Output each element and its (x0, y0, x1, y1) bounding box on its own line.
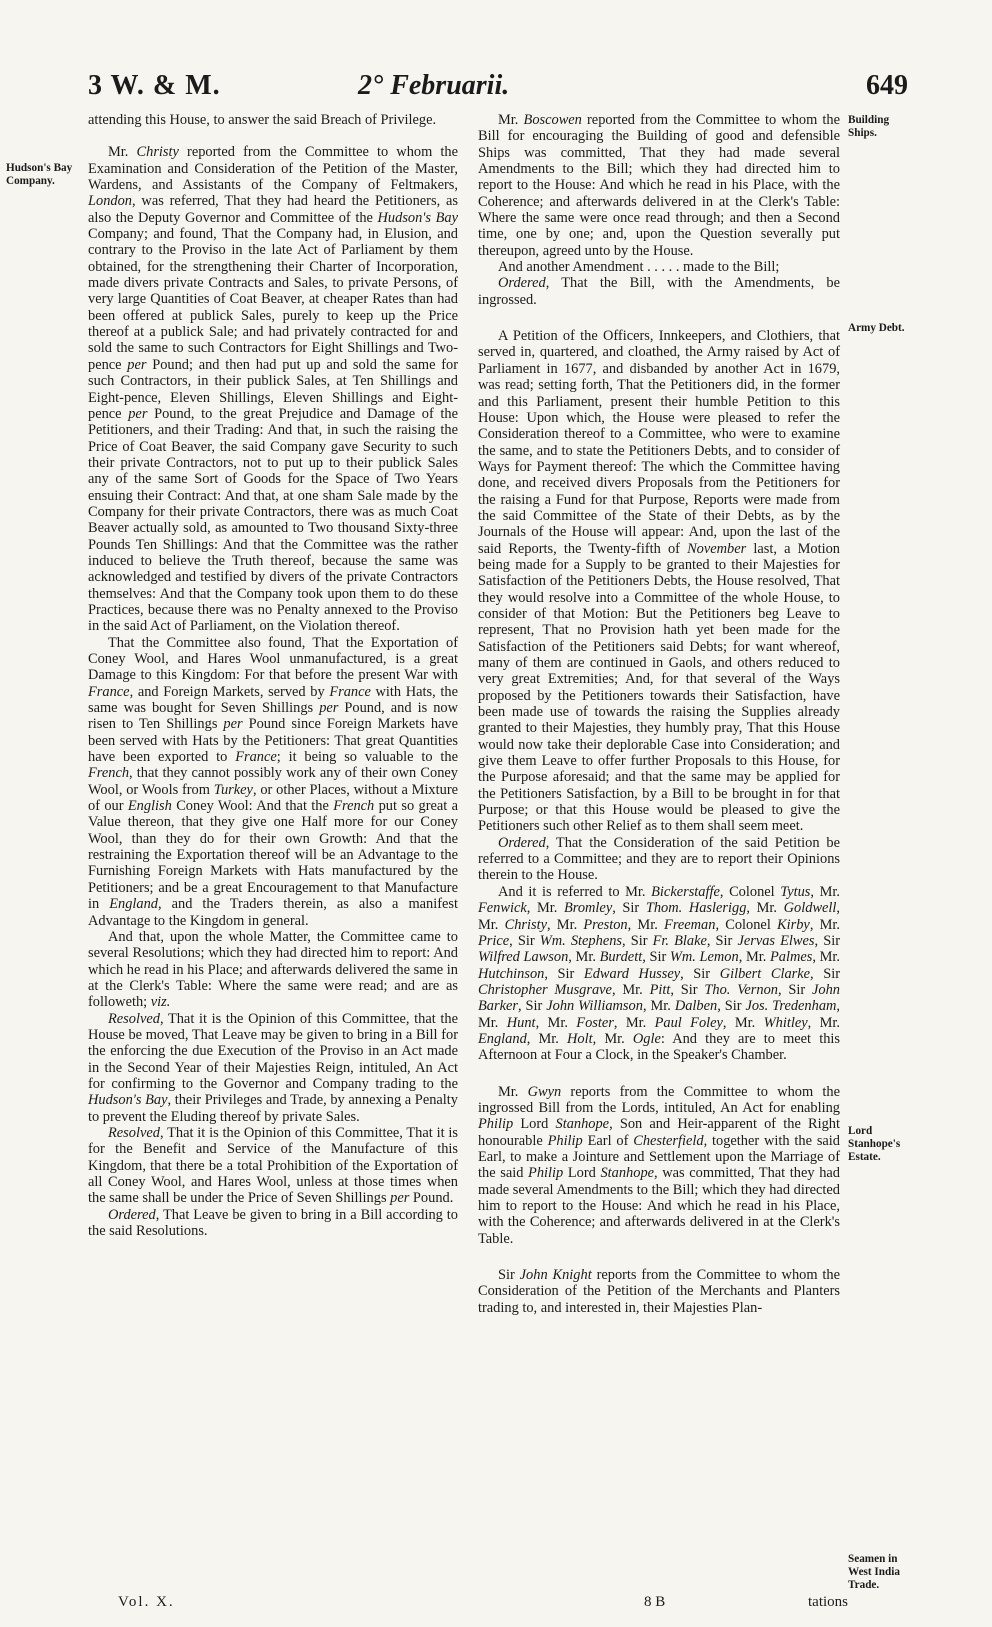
text-run: , Mr. (746, 900, 784, 917)
text-run: , their Privileges and Trade, by annexing a Penalty to prevent the Eluding thereof by private Sales. (88, 1092, 458, 1125)
text-run: Mr. (108, 144, 137, 161)
italic-run: Hutchinson (478, 965, 545, 982)
italic-run: France (235, 749, 277, 766)
text-run: , was committed, That they had made several Amendments to the Bill; which they had directed him to report to the House: And which he read in his Place, with the Coherence; and afterwards delivered in at the Clerk's Table. (478, 1165, 840, 1247)
italic-run: Gilbert Clarke (719, 965, 811, 982)
paragraph (478, 1084, 840, 1247)
italic-run: Hunt (506, 1014, 536, 1031)
text-run: Lord (513, 1116, 556, 1133)
text-run: , and the Traders therein, as also a manifest Advantage to the Kingdom in general. (88, 896, 459, 929)
italic-run: Stanhope (555, 1116, 610, 1133)
text-run: , Sir (680, 965, 720, 982)
margin-note-lord-stanhope (848, 1125, 934, 1164)
text-run: Sir (498, 1267, 520, 1284)
text-run: , Mr. (807, 1014, 840, 1031)
paragraph (478, 1267, 840, 1316)
text-run: Pound since Foreign Markets have been served with Hats by the Petitioners: That great Quantities have been exported to (88, 716, 458, 766)
italic-run: Resolved (108, 1124, 160, 1141)
italic-run: Hudson's Bay (88, 1092, 168, 1109)
text-run: ; it being so valuable to the (276, 749, 458, 766)
italic-run: Goldwell (783, 900, 837, 917)
italic-run: November (687, 540, 747, 557)
italic-run: France (88, 683, 130, 700)
text-run: , Sir (810, 965, 840, 982)
text-run: , Sir (544, 965, 584, 982)
italic-run: Tho. Vernon (704, 981, 778, 998)
text-run: , Sir (622, 932, 653, 949)
margin-note-line: Trade. (848, 1579, 880, 1591)
italic-run: Tytus (780, 883, 811, 900)
italic-run: French (333, 798, 375, 815)
margin-note-line: Stanhope's (848, 1138, 901, 1150)
italic-run: England (478, 1030, 527, 1047)
text-run: , Mr. (478, 998, 841, 1031)
italic-run: Edward Hussey (583, 965, 681, 982)
margin-note-line: Building (848, 114, 890, 126)
page-date: 2° Februarii. (358, 70, 510, 101)
text-run: Coney Wool: And that the (171, 798, 334, 815)
paragraph (88, 1207, 458, 1240)
paragraph (88, 144, 458, 634)
paragraph (88, 929, 458, 1011)
italic-run: Ogle (632, 1030, 661, 1047)
signature-mark: 8 B (644, 1594, 666, 1610)
text-run: , Sir (517, 998, 547, 1015)
italic-run: Christopher Musgrave (478, 981, 612, 998)
italic-run: Resolved (108, 1010, 160, 1027)
italic-run: Hudson's Bay (377, 209, 458, 226)
italic-run: Price (478, 932, 510, 949)
italic-run: Ordered (108, 1206, 156, 1223)
italic-run: Bickerstaffe (651, 883, 720, 900)
text-run: reports from the Committee to whom the ingrossed Bill from the Lords, intituled, An Act for enabling (478, 1083, 840, 1116)
text-run: , Sir (612, 900, 646, 917)
italic-run: English (127, 798, 172, 815)
italic-run: Ordered (498, 834, 546, 851)
text-run: , That the Bill, with the Amendments, be ingrossed. (478, 275, 840, 308)
text-run: , That it is the Opinion of this Committee, That it is for the Benefit and Service of the Manufacture of this Kingdom, that there be a total Prohibition of the Exportation of all Coney Wool, and Hares Wool, unless at those times when the same shall be under the Price of Seven Shillings (88, 1124, 458, 1207)
italic-run: Pitt (649, 981, 671, 998)
text-run: , That it is the Opinion of this Committee, that the House be moved, That Leave may be given to bring in a Bill for the enforcing the due Execution of the Proviso in an Act made in the Second Year of their Majesties Reign, intituled, An Act for confirming to the Governor and Company trading to the (88, 1010, 458, 1092)
italic-run: Christy (504, 916, 547, 933)
italic-run: John Knight (519, 1267, 592, 1284)
text-run: , Mr. (809, 916, 841, 933)
text-run: , Mr. (568, 949, 600, 966)
italic-run: Wilfred Lawson (478, 949, 569, 966)
text-run: , Mr. (592, 1030, 633, 1047)
paragraph (88, 1011, 458, 1125)
text-run: , Mr. (535, 1014, 577, 1031)
italic-run: Jos. Tredenham (745, 998, 837, 1015)
text-run: , Sir (814, 932, 840, 949)
paragraph (88, 112, 458, 128)
italic-run: Ordered (498, 275, 546, 292)
text-run: Lord (563, 1165, 601, 1182)
italic-run: Wm. Lemon (669, 949, 739, 966)
margin-note-building-ships (848, 114, 934, 140)
margin-note-army-debt (848, 322, 934, 335)
italic-run: Burdett (599, 949, 643, 966)
italic-run: Kirby (777, 916, 810, 933)
paragraph (478, 259, 840, 275)
paragraph (478, 275, 840, 308)
text-run: , That Leave be given to bring in a Bill according to the said Resolutions. (88, 1206, 458, 1240)
text-run: , Colonel (715, 916, 778, 933)
italic-run: John Williamson (546, 998, 643, 1015)
right-column (478, 112, 840, 1316)
italic-run: Wm. Stephens (539, 932, 622, 949)
paragraph (478, 835, 840, 884)
italic-run: Boscowen (523, 112, 582, 128)
italic-run: England (109, 896, 158, 913)
margin-note-line: Hudson's Bay (6, 162, 73, 174)
text-run: , Mr. (810, 883, 840, 900)
margin-note-hudsons-bay (6, 162, 92, 188)
text-run: : And they are to meet this Afternoon at Four a Clock, in the Speaker's Chamber. (478, 1030, 840, 1064)
italic-run: John Barker (478, 981, 840, 1015)
text-run: Mr. (498, 1083, 528, 1100)
text-run: , Mr. (478, 900, 841, 933)
text-run: , together with the said Earl, to make a Jointure and Settlement upon the Marriage of the said (478, 1132, 840, 1182)
running-head (88, 70, 908, 110)
text-run: A Petition of the Officers, Innkeepers, and Clothiers, that served in, quartered, and cloathed, the Army raised by Act of Parliament in 1677, and disbanded by another Act in 1679, was read; setting forth, That the Petitioners did, in the former and this Parliament, present their humble Petition to this House: Upon which, the House were pleased to refer the Consideration thereof to a Committee, who were to examine the same, and to state the Petitioners Debts, and to consider of Ways for Payment thereof: The which the Committee having done, and received divers Proposals from the Petitioners for the raising a Fund for that Purpose, Reports were made from the said Committee of the State of their Debts, as by the Journals of the House will appear: And, upon the last of the said Reports, the Twenty-fifth of (478, 328, 840, 557)
italic-run: Palmes (769, 949, 813, 966)
text-run: reported from the Committee to whom the Examination and Consideration of the Petition of the Master, Wardens, and Assistants of the Company of Feltmakers, (88, 144, 458, 194)
text-run: Mr. (498, 112, 524, 128)
text-run: That the Committee also found, That the Exportation of Coney Wool, and Hares Wool unmanufactured, is a great Damage to this Kingdom: For that before the present War with (88, 634, 458, 684)
text-run: , Mr. (642, 998, 675, 1015)
margin-note-line: Lord (848, 1125, 873, 1137)
italic-run: Holt (567, 1030, 593, 1047)
italic-run: Dalben (674, 998, 718, 1015)
text-run: attending this House, to answer the said Breach of Privilege. (88, 112, 437, 128)
text-run: And another Amendment . . . . . made to the Bill; (498, 259, 780, 276)
text-run: , Mr. (738, 949, 770, 966)
text-run: , that they cannot possibly work any of their own Coney Wool, or Wools from (88, 765, 458, 798)
left-column (88, 112, 458, 1239)
text-run: , Colonel (719, 883, 781, 900)
italic-run: per (390, 1190, 410, 1207)
text-run: Pound. (409, 1190, 454, 1207)
volume-label: Vol. X. (118, 1594, 175, 1610)
text-run: Pound, to the great Prejudice and Damage of the Petitioners, and their Trading: And that, in such the raising the Price of Coat Beaver, the said Company gave Security to such their private Contractors, not to put up to their publick Sales any of the same Sort of Goods for the Space of Two Years ensuing their Contract: And that, at one sham Sale made by the Company for their private Contractors, there was as much Coat Beaver actually sold, as amounted to Two thousand Sixty-three Pounds Ten Shillings: And that the Committee was the rather induced to believe the Truth thereof, because the same was acknowledged and testified by divers of the private Contractors themselves: And that the Company took upon them to do these Practices, because there was no Penalty annexed to the Proviso in the said Act of Parliament, on the Violation thereof. (88, 405, 458, 635)
text-run: last, a Motion being made for a Supply to be granted to their Majesties for Satisfaction of the Petitioners Debts, the House resolved, That they would resolve into a Committee of the whole House, to consider of that Motion: But the Petitioners beg Leave to represent, That no Provision hath yet been made for the Satisfaction of the Petitioners said Debts; for want whereof, many of them are continued in Gaols, and others reduced to very great Extremities; And, for that several of the Ways proposed by the Petitioners towards their Satisfaction, have been made use of towards the raising the Supplies already granted to their Majesties, they humbly pray, That this House would now take their deplorable Case into Consideration; and give them Leave to offer further Proposals to this House, for the Purpose aforesaid; and that the same may be applied for the Petitioners Satisfaction, by a Bill to be brought in for that Purpose; or that this House would be pleased to give the Petitioners such other Relief as to them shall seem meet. (478, 540, 840, 835)
text-run: , Mr. (627, 916, 665, 933)
margin-note-line: Army Debt. (848, 322, 905, 334)
text-run: , Sir (777, 981, 813, 998)
italic-run: Philip (547, 1132, 583, 1149)
margin-note-line: Estate. (848, 1151, 881, 1163)
italic-run: Philip (528, 1165, 564, 1182)
text-run: , Mr. (812, 949, 840, 966)
italic-run: per (127, 356, 147, 373)
italic-run: Chesterfield (633, 1132, 704, 1149)
italic-run: Stanhope (600, 1165, 655, 1182)
text-run: , Mr. (722, 1014, 764, 1031)
margin-note-line: Seamen in (848, 1553, 898, 1565)
regnal-year: 3 W. & M. (88, 70, 221, 101)
text-run: , Mr. (526, 900, 564, 917)
page-number: 649 (866, 70, 908, 101)
italic-run: Paul Foley (654, 1014, 723, 1031)
text-run: Company; and found, That the Company had, in Elusion, and contrary to the Proviso in the late Act of Parliament by them obtained, for the strengthening their Charter of Incorporation, made divers private Contracts and Sales, to private Persons, of very large Quantities of Coat Beaver, at cheaper Rates than had been offered at publick Sales, purely to keep up the Price thereof at a publick Sale; and had privately contracted for and sold the same to such Contractors for Eight Shillings and Two-pence (88, 226, 458, 373)
paragraph (478, 328, 840, 835)
catchword: tations (808, 1594, 848, 1610)
text-run: with Hats, the same was bought for Seven Shillings (88, 683, 458, 717)
italic-run: France (329, 683, 371, 700)
text-run: , Mr. (546, 916, 584, 933)
italic-run: per (223, 716, 243, 733)
text-run: , Sir (706, 932, 738, 949)
text-run: Earl of (582, 1132, 634, 1149)
italic-run: Gwyn (527, 1083, 562, 1100)
margin-note-seamen (848, 1553, 934, 1592)
paragraph (478, 112, 840, 259)
italic-run: viz. (150, 994, 171, 1011)
text-run: , That the Consideration of the said Petition be referred to a Committee; and they are to report their Opinions therein to the House. (478, 834, 840, 884)
text-run: And that, upon the whole Matter, the Committee came to several Resolutions; which they had directed him to report: And which he read in his Place; and afterwards delivered the same in at the Clerk's Table: Where the same were read; and are as followeth; (88, 928, 458, 1011)
italic-run: per (319, 700, 339, 717)
text-run: , Mr. (611, 981, 650, 998)
text-run: , Son and Heir-apparent of the Right honourable (478, 1116, 840, 1149)
italic-run: Foster (576, 1014, 614, 1031)
italic-run: per (128, 405, 148, 422)
italic-run: Whitley (763, 1014, 808, 1031)
margin-note-line: Company. (6, 175, 55, 187)
italic-run: Philip (478, 1116, 514, 1133)
italic-run: Jervas Elwes (737, 932, 815, 949)
text-run: Pound; and then had put up and sold the same for such Contractors, in their publick Sales, at Ten Shillings and Eight-pence, Eleven Shillings, Eleven Shillings and Eight-pence (88, 356, 458, 422)
text-run: , was referred, That they had heard the Petitioners, as also the Deputy Governor and Committee of the (88, 193, 458, 226)
italic-run: Preston (583, 916, 628, 933)
italic-run: London (88, 193, 132, 210)
italic-run: Christy (136, 144, 179, 161)
text-run: put so great a Value thereon, that they give one Half more for our Coney Wool, than they do for their own Growth: And that the restraining the Exportation thereof will be an Advantage to the Furnishing Foreign Markets with Hats manufactured by the Petitioners; and be a great Encouragement to that Manufacture in (88, 798, 458, 913)
text-run: reported from the Committee to whom the Bill for encouraging the Building of good and defensible Ships was committed, That they had made several Amendments to the Bill; which they had directed him to report to the House: And which he read in his Place, with the Coherence; and afterwards delivered in at the Clerk's Table: Where the same were once read through; and then a Second time, one by one; and, upon the Question severally put thereupon, agreed unto by the House. (478, 112, 840, 259)
italic-run: Thom. Haslerigg (645, 900, 747, 917)
italic-run: French (88, 765, 130, 782)
margin-note-line: Ships. (848, 127, 877, 139)
text-run: reports from the Committee to whom the Consideration of the Petition of the Merchants and Planters trading to, and interested in, their Majesties Plan- (478, 1267, 840, 1316)
italic-run: Fr. Blake (652, 932, 707, 949)
text-run: , Mr. (613, 1014, 655, 1031)
italic-run: Fenwick (478, 900, 527, 917)
text-run: , Sir (509, 932, 540, 949)
italic-run: Bromley (563, 900, 613, 917)
text-run: , Sir (642, 949, 670, 966)
text-run: , Sir (717, 998, 746, 1015)
paragraph (88, 635, 458, 929)
paragraph (478, 884, 840, 1064)
text-run: And it is referred to Mr. (498, 883, 652, 900)
text-run: , or other Places, without a Mixture of our (88, 781, 458, 815)
text-run: Pound, and is now risen to Ten Shillings (88, 700, 459, 733)
text-run: , Sir (670, 981, 705, 998)
paragraph (88, 1125, 458, 1207)
italic-run: Turkey (213, 781, 253, 798)
text-run: , Mr. (526, 1030, 568, 1047)
margin-note-line: West India (848, 1566, 900, 1578)
italic-run: Freeman (664, 916, 716, 933)
text-run: , and Foreign Markets, served by (129, 683, 330, 700)
